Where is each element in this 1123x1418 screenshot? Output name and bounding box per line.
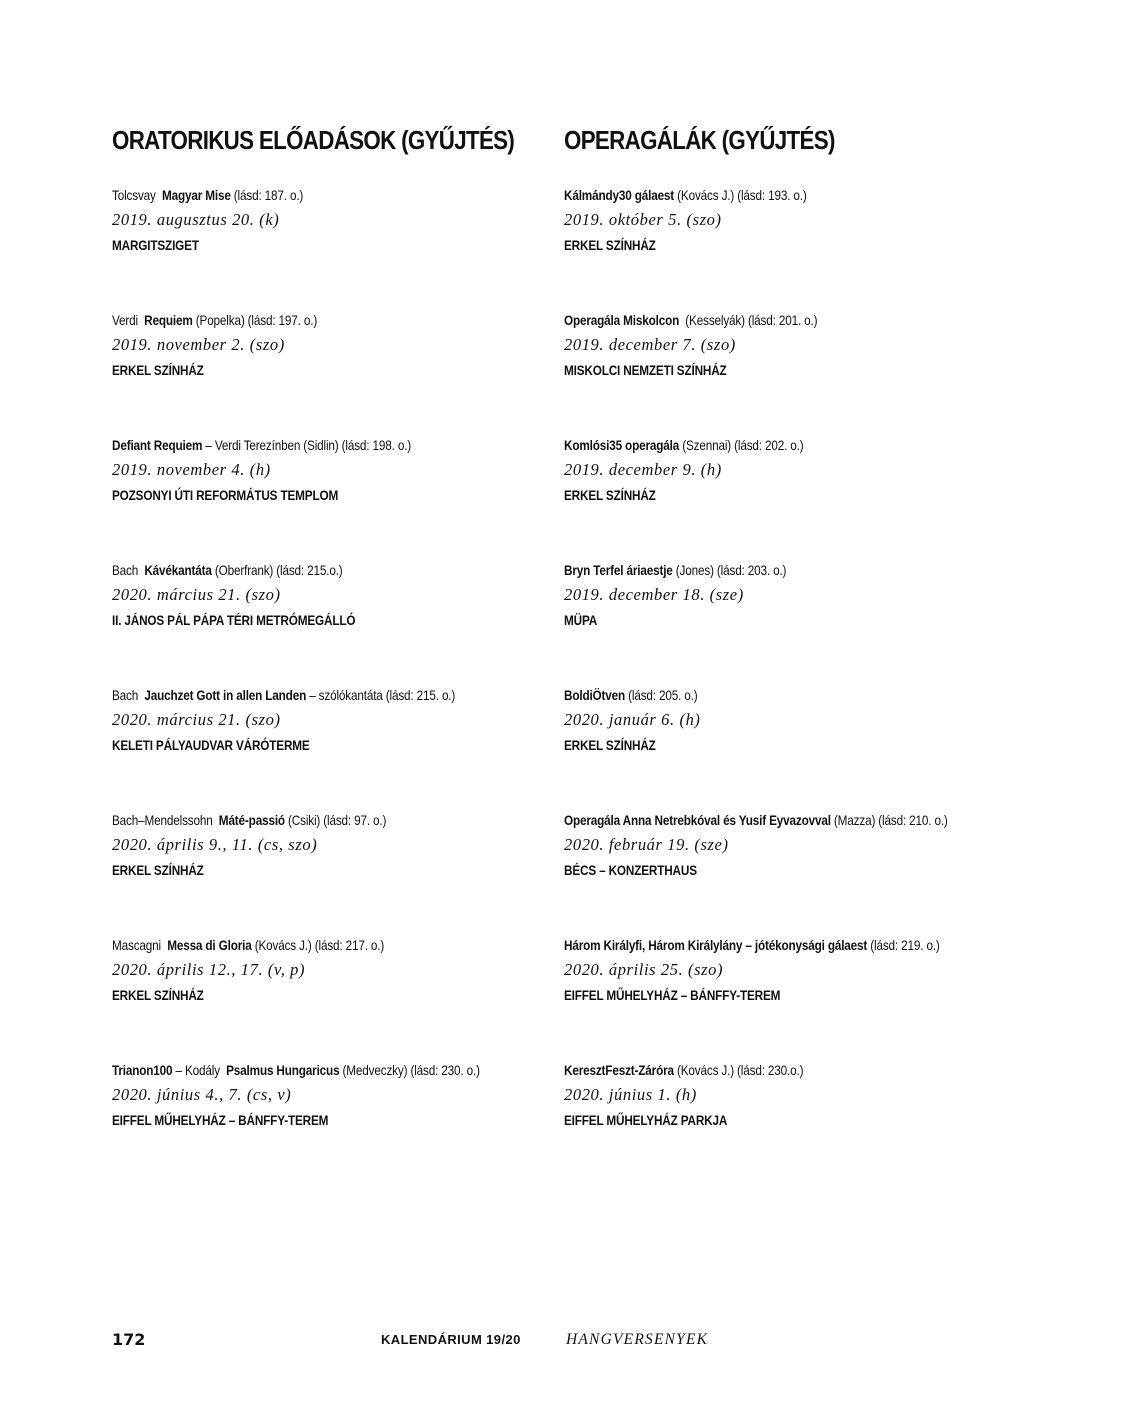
event-title-line	[564, 558, 934, 582]
event-title: Defiant Requiem	[112, 437, 203, 453]
event-venue: MARGITSZIGET	[112, 237, 199, 253]
event-entry	[564, 1058, 1004, 1183]
event-info: (lásd: 219. o.)	[867, 937, 940, 953]
event-date: 2020. június 1. (h)	[564, 1085, 697, 1104]
event-title-line	[112, 558, 482, 582]
column-heading: OPERAGÁLÁK (GYŰJTÉS)	[564, 125, 835, 155]
event-date: 2020. június 4., 7. (cs, v)	[112, 1085, 292, 1104]
event-title: Jauchzet Gott in allen Landen	[144, 687, 307, 703]
event-title-line	[564, 683, 934, 707]
event-venue: KELETI PÁLYAUDVAR VÁRÓTERME	[112, 737, 310, 753]
event-date: 2020. március 21. (szo)	[112, 710, 281, 729]
event-title: Bryn Terfel áriaestje	[564, 562, 673, 578]
event-title: Kávékantáta	[144, 562, 212, 578]
event-info: (lásd: 205. o.)	[625, 687, 698, 703]
entry-list	[112, 183, 552, 1183]
event-entry	[564, 933, 1004, 1058]
event-date: 2020. április 12., 17. (v, p)	[112, 960, 306, 979]
event-venue: MISKOLCI NEMZETI SZÍNHÁZ	[564, 362, 727, 378]
event-venue: ERKEL SZÍNHÁZ	[564, 237, 656, 253]
event-venue: ERKEL SZÍNHÁZ	[564, 737, 656, 753]
section-name: HANGVERSENYEK	[566, 1331, 709, 1348]
right-column	[564, 121, 1004, 1183]
event-venue: ERKEL SZÍNHÁZ	[112, 862, 204, 878]
event-info: (Csiki) (lásd: 97. o.)	[284, 812, 387, 828]
event-entry	[564, 183, 1004, 308]
event-date: 2019. december 9. (h)	[564, 460, 722, 479]
event-title: Magyar Mise	[161, 187, 231, 203]
entry-list	[564, 183, 1004, 1183]
event-info: (Kovács J.) (lásd: 230.o.)	[673, 1062, 804, 1078]
event-entry	[564, 683, 1004, 808]
event-title: Komlósi35 operagála	[564, 437, 680, 453]
event-date: 2020. április 25. (szo)	[564, 960, 724, 979]
event-info: (Kesselyák) (lásd: 201. o.)	[679, 312, 818, 328]
event-entry	[112, 933, 552, 1058]
event-venue: ERKEL SZÍNHÁZ	[564, 487, 656, 503]
left-column	[112, 121, 552, 1183]
event-title: Requiem	[144, 312, 193, 328]
event-title-line	[112, 933, 482, 957]
event-date: 2019. október 5. (szo)	[564, 210, 722, 229]
event-entry	[564, 558, 1004, 683]
page-footer	[112, 1325, 1012, 1355]
event-date: 2020. február 19. (sze)	[564, 835, 729, 854]
event-title: Három Királyfi, Három Királylány – jótékonysági gálaest	[564, 937, 868, 953]
event-venue: EIFFEL MŰHELYHÁZ PARKJA	[564, 1112, 728, 1128]
event-date: 2019. augusztus 20. (k)	[112, 210, 280, 229]
event-info: (Popelka) (lásd: 197. o.)	[192, 312, 318, 328]
event-info: (Jones) (lásd: 203. o.)	[672, 562, 787, 578]
event-date: 2019. november 4. (h)	[112, 460, 271, 479]
event-info: Verdi	[112, 312, 145, 328]
event-info: Bach–Mendelssohn	[112, 812, 219, 828]
event-title-line	[112, 1058, 482, 1082]
event-title-line	[564, 308, 934, 332]
event-entry	[112, 1058, 552, 1183]
event-info: Mascagni	[112, 937, 168, 953]
event-info: (Szennai) (lásd: 202. o.)	[679, 437, 804, 453]
event-entry	[564, 308, 1004, 433]
page-number: 172	[112, 1330, 146, 1349]
event-date: 2020. április 9., 11. (cs, szo)	[112, 835, 318, 854]
event-info: (Oberfrank) (lásd: 215.o.)	[211, 562, 343, 578]
event-title: Operagála Miskolcon	[564, 312, 680, 328]
event-title-line	[564, 1058, 934, 1082]
event-title-line	[564, 808, 948, 832]
event-info: Bach	[112, 687, 145, 703]
event-info: (lásd: 187. o.)	[230, 187, 304, 203]
event-venue: ERKEL SZÍNHÁZ	[112, 987, 204, 1003]
event-date: 2019. december 18. (sze)	[564, 585, 744, 604]
event-info: (Kovács J.) (lásd: 193. o.)	[674, 187, 807, 203]
event-date: 2020. január 6. (h)	[564, 710, 701, 729]
event-entry	[112, 433, 552, 558]
event-title: Messa di Gloria	[167, 937, 252, 953]
event-venue: POZSONYI ÚTI REFORMÁTUS TEMPLOM	[112, 487, 339, 503]
event-venue: MÜPA	[564, 612, 598, 628]
event-info: Tolcsvay	[112, 187, 162, 203]
event-info: (Mazza) (lásd: 210. o.)	[830, 812, 948, 828]
event-info: – szólókantáta (lásd: 215. o.)	[306, 687, 456, 703]
event-entry	[112, 558, 552, 683]
event-info: – Verdi Terezínben (Sidlin) (lásd: 198. o.)	[202, 437, 412, 453]
event-title-line	[112, 683, 482, 707]
event-title-line	[112, 433, 482, 457]
event-title-line	[564, 433, 934, 457]
event-title: Máté-passió	[218, 812, 285, 828]
event-entry	[112, 308, 552, 433]
event-title-line	[564, 183, 934, 207]
event-date: 2020. március 21. (szo)	[112, 585, 281, 604]
event-entry	[112, 683, 552, 808]
event-info: – Kodály	[172, 1062, 227, 1078]
event-title-line	[564, 933, 940, 957]
event-title: Kálmándy30 gálaest	[564, 187, 675, 203]
event-title-line	[112, 183, 482, 207]
event-title: Psalmus Hungaricus	[226, 1062, 340, 1078]
event-venue: ERKEL SZÍNHÁZ	[112, 362, 204, 378]
event-date: 2019. december 7. (szo)	[564, 335, 736, 354]
event-title: KeresztFeszt-Záróra	[564, 1062, 674, 1078]
event-venue: BÉCS – KONZERTHAUS	[564, 862, 697, 878]
event-entry	[564, 808, 1004, 933]
event-info: (Kovács J.) (lásd: 217. o.)	[251, 937, 385, 953]
event-venue: II. JÁNOS PÁL PÁPA TÉRI METRÓMEGÁLLÓ	[112, 612, 356, 628]
event-entry	[112, 183, 552, 308]
column-heading: ORATORIKUS ELŐADÁSOK (GYŰJTÉS)	[112, 125, 515, 155]
event-title: Trianon100	[112, 1062, 173, 1078]
event-entry	[112, 808, 552, 933]
event-title-line	[112, 308, 482, 332]
event-info: Bach	[112, 562, 145, 578]
publication-title: KALENDÁRIUM 19/20	[381, 1332, 521, 1347]
event-venue: EIFFEL MŰHELYHÁZ – BÁNFFY-TEREM	[112, 1112, 329, 1128]
event-venue: EIFFEL MŰHELYHÁZ – BÁNFFY-TEREM	[564, 987, 781, 1003]
event-info: (Medveczky) (lásd: 230. o.)	[339, 1062, 480, 1078]
event-entry	[564, 433, 1004, 558]
event-title: Operagála Anna Netrebkóval és Yusif Eyvazovval	[564, 812, 831, 828]
event-title-line	[112, 808, 482, 832]
event-title: BoldiÖtven	[564, 687, 626, 703]
event-date: 2019. november 2. (szo)	[112, 335, 285, 354]
